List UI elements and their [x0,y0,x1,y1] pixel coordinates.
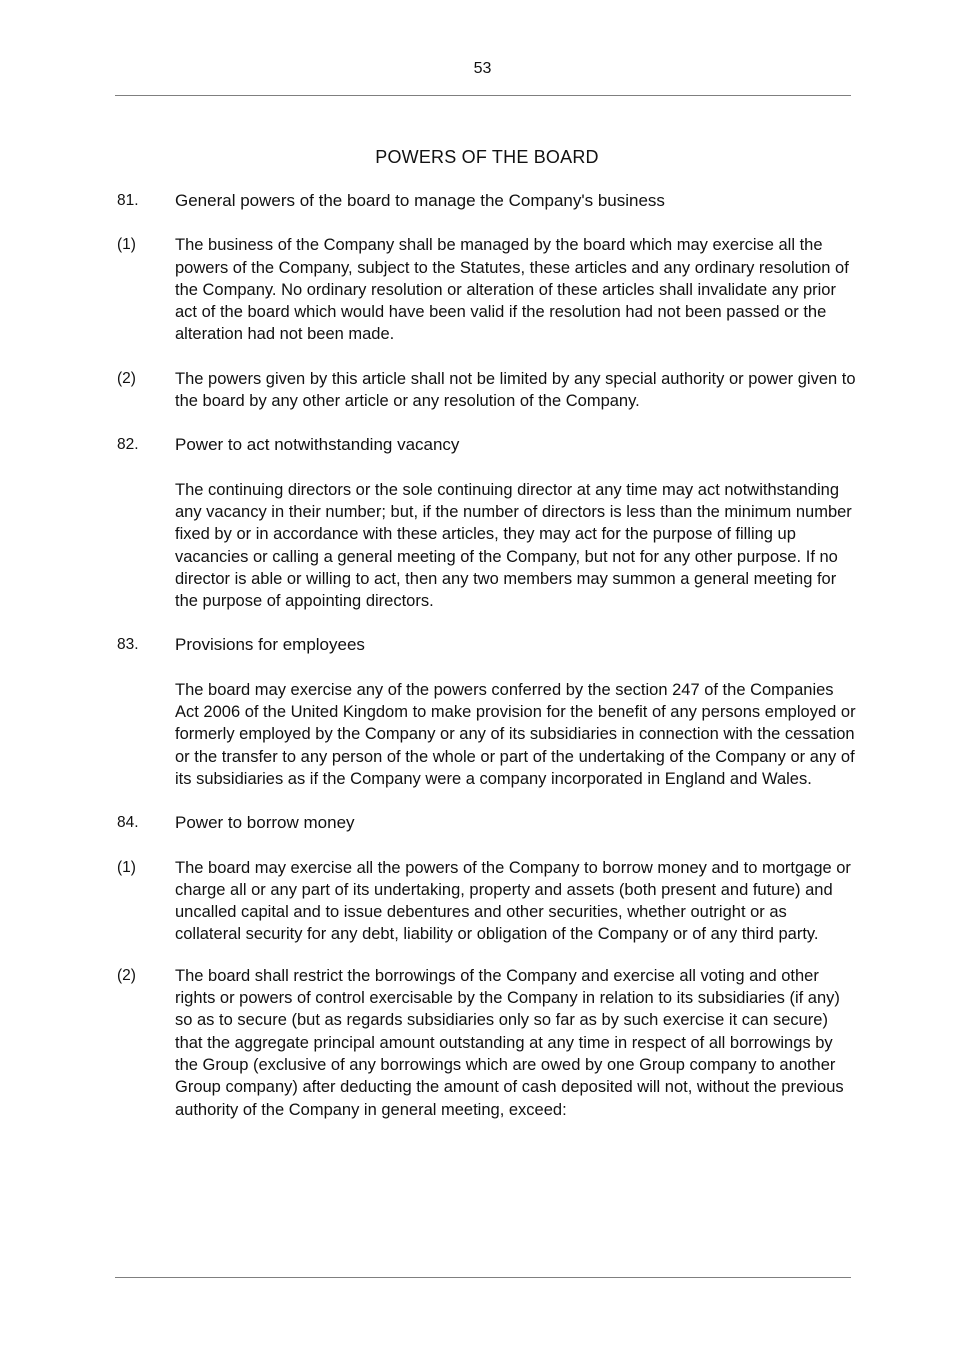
paragraph-number: (2) [117,369,136,387]
footer-divider [115,1277,851,1278]
page-number: 53 [473,60,492,77]
section-title: POWERS OF THE BOARD [375,147,599,167]
article-84-paragraph-2 [117,965,857,1121]
document-body [117,146,857,1121]
paragraph-number: (1) [117,236,136,254]
header-divider [115,95,851,96]
article-82-number: 82. [117,436,139,454]
article-82-title: Power to act notwithstanding vacancy [175,435,460,455]
article-83-number: 83. [117,636,139,654]
article-84-number: 84. [117,814,139,832]
article-81-paragraph-1 [117,234,857,345]
paragraph-number: (2) [117,966,136,984]
paragraph-number: (1) [117,858,136,876]
paragraph-text: The board shall restrict the borrowings of the Company and exercise all voting and other rights or powers of control exercisable by the Company in relation to its subsidiaries (if any) so as to secure (but as regards subsidiaries only so far as by such exercise it can secure) that the aggregate principal amount outstanding at any time in respect of all borrowings by the Group (exclusive of any borrowings which are owed by one Group company to another Group company) after deducting the amount of cash deposited will not, without the previous authority of the Company in general meeting, exceed: [175,966,844,1119]
paragraph-text: The board may exercise all the powers of the Company to borrow money and to mortgage or charge all or any part of its undertaking, property and assets (both present and future) and uncalled capital and to issue debentures and other securities, whether outright or as collateral security for any debt, liability or obligation of the Company or of any third party. [175,858,851,944]
article-81-paragraph-2 [117,368,857,413]
paragraph-text: The board may exercise any of the powers conferred by the section 247 of the Companies Act 2006 of the United Kingdom to make provision for the benefit of any persons employed or formerly employed by the Company or any of its subsidiaries in connection with the cessation or the transfer to any person of the whole or part of the undertaking of the Company or any of its subsidiaries as if the Company were a company incorporated in England and Wales. [175,680,856,788]
article-81-heading [117,190,857,212]
article-83-body [117,679,857,790]
article-84-paragraph-1 [117,857,857,946]
paragraph-text: The continuing directors or the sole continuing director at any time may act notwithstanding any vacancy in their number; but, if the number of directors is less than the minimum number fixed by or in accordance with these articles, they may act for the purpose of filling up vacancies or calling a general meeting of the Company, but not for any other purpose. If no director is able or willing to act, then any two members may summon a general meeting for the purpose of appointing directors. [175,480,852,611]
paragraph-text: The business of the Company shall be managed by the board which may exercise all the powers of the Company, subject to the Statutes, these articles and any ordinary resolution of the Company. No ordinary resolution or alteration of these articles shall invalidate any prior act of the board which would have been valid if the resolution had not been passed or the alteration had not been made. [175,236,849,344]
article-82-heading [117,434,857,456]
article-81-title: General powers of the board to manage the Company's business [175,191,665,210]
article-83-heading [117,634,857,656]
paragraph-text: The powers given by this article shall not be limited by any special authority or power given to the board by any other article or any resolution of the Company. [175,369,856,411]
article-84-title: Power to borrow money [175,813,355,833]
article-81-number: 81. [117,192,139,209]
article-83-title: Provisions for employees [175,635,365,655]
article-82-body [117,479,857,613]
article-84-heading [117,812,857,834]
